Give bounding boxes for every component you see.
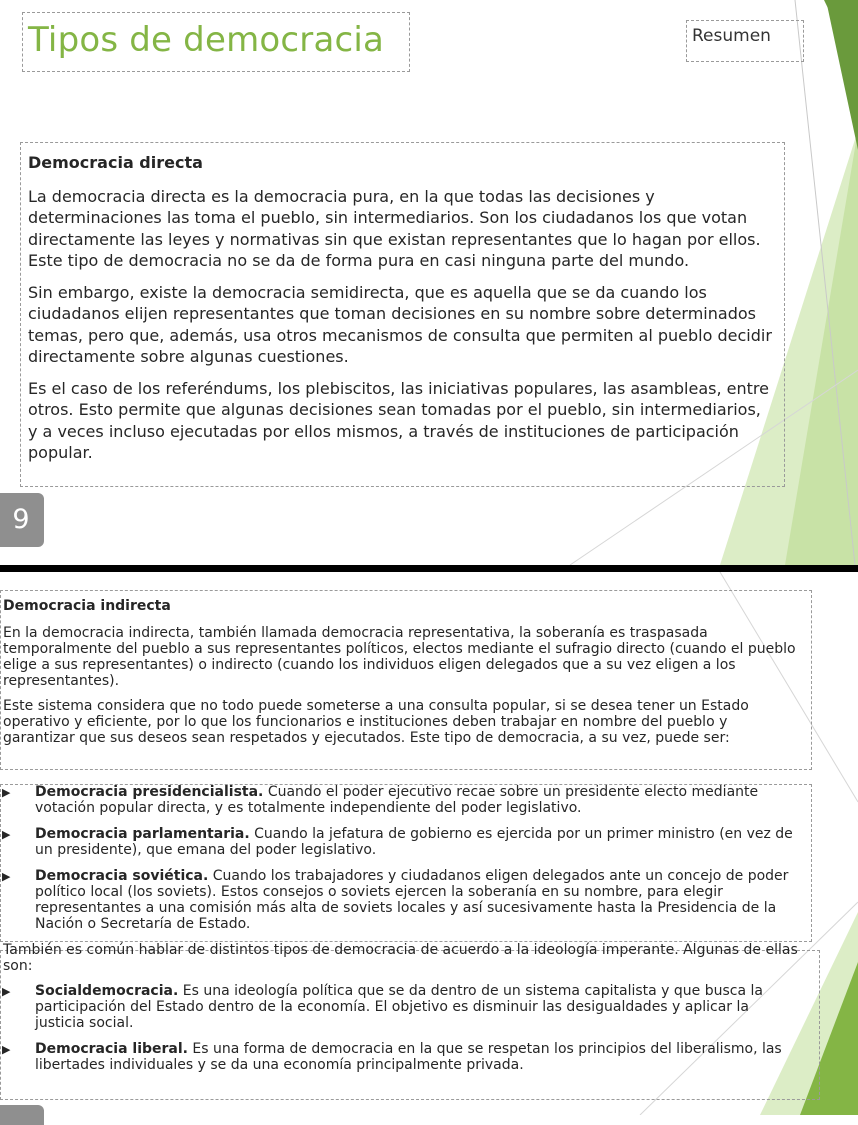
ideologies-list: [3, 983, 803, 1073]
slide-separator: [0, 565, 858, 572]
list-item: [3, 784, 803, 816]
paragraph: También es común hablar de distintos tipos de democracia de acuerdo a la ideología imperante. Algunas de ellas son:: [3, 942, 798, 974]
slide-2-body: [3, 598, 803, 1083]
triangle-right-icon: ▶: [2, 985, 11, 998]
paragraph: La democracia directa es la democracia pura, en la que todas las decisiones y determinaciones las toma el pueblo, sin intermediarios. Son los ciudadanos los que votan directamente las leyes y normativas sin que existan representantes que lo hagan por ellos. Este tipo de democracia no se da de forma pura en casi ninguna parte del mundo.: [28, 186, 761, 270]
triangle-right-icon: ▶: [2, 1043, 11, 1056]
slide-2: [0, 572, 858, 1115]
definition: Es una ideología política que se da dentro de un sistema capitalista y que busca la participación del Estado dentro de la economía. El objetivo es disminuir las desigualdades y aplicar la justicia social.: [35, 983, 763, 1031]
page-number-badge-partial: [0, 1105, 44, 1125]
list-item: [3, 983, 803, 1031]
term: Democracia soviética.: [35, 868, 209, 884]
triangle-right-icon: ▶: [2, 786, 11, 799]
paragraph: Sin embargo, existe la democracia semidirecta, que es aquella que se da cuando los ciudadanos elijen representantes que toman decisiones en su nombre sobre determinados temas, pero que, además, usa otros mecanismos de consulta que permiten al pueblo decidir directamente sobre algunas cuestiones.: [28, 282, 772, 366]
section-heading: Democracia indirecta: [3, 598, 171, 614]
term: Democracia presidencialista.: [35, 784, 264, 800]
list-item: [3, 868, 803, 932]
paragraph: Este sistema considera que no todo puede someterse a una consulta popular, si se desea tener un Estado operativo y eficiente, por lo que los funcionarios e instituciones deben trabajar en nombre del pueblo y garantizar que sus deseos sean respetados y ejecutados. Este tipo de democracia, a su vez, puede ser:: [3, 698, 749, 746]
definition: Cuando los trabajadores y ciudadanos eligen delegados ante un concejo de poder político local (los soviets). Estos consejos o soviets ejercen la soberanía en su nombre, para elegir representantes a una comisión más alta de soviets locales y así sucesivamente hasta la Presidencia de la Nación o Secretaría de Estado.: [35, 868, 789, 932]
term: Democracia parlamentaria.: [35, 826, 250, 842]
list-item: [3, 826, 803, 858]
list-item: [3, 1041, 803, 1073]
triangle-right-icon: ▶: [2, 870, 11, 883]
summary-label[interactable]: Resumen: [692, 26, 771, 46]
slide-1-body: [28, 152, 773, 474]
paragraph: Es el caso de los referéndums, los plebiscitos, las iniciativas populares, las asambleas, entre otros. Esto permite que algunas decisiones sean tomadas por el pueblo, sin intermediarios, y a veces incluso ejecutadas por ellos mismos, a través de instituciones de participación popular.: [28, 378, 769, 462]
page-title: Tipos de democracia: [28, 20, 385, 60]
definition: Cuando el poder ejecutivo recae sobre un presidente electo mediante votación popular directa, y es totalmente independiente del poder legislativo.: [35, 784, 759, 816]
definition: Es una forma de democracia en la que se respetan los principios del liberalismo, las libertades individuales y se da una economía principalmente privada.: [35, 1041, 782, 1073]
paragraph: En la democracia indirecta, también llamada democracia representativa, la soberanía es traspasada temporalmente del pueblo a sus representantes políticos, electos mediante el sufragio directo (cuando el pueblo elige a sus representantes) o indirecto (cuando los individuos eligen delegados que a su vez eligen a los representantes).: [3, 625, 796, 689]
definition: Cuando la jefatura de gobierno es ejercida por un primer ministro (en vez de un presidente), que emana del poder legislativo.: [35, 826, 793, 858]
democracy-types-list: [3, 784, 803, 932]
page-number-badge: 9: [0, 493, 44, 547]
section-heading: Democracia directa: [28, 153, 203, 172]
term: Socialdemocracia.: [35, 983, 179, 999]
triangle-right-icon: ▶: [2, 828, 11, 841]
term: Democracia liberal.: [35, 1041, 188, 1057]
